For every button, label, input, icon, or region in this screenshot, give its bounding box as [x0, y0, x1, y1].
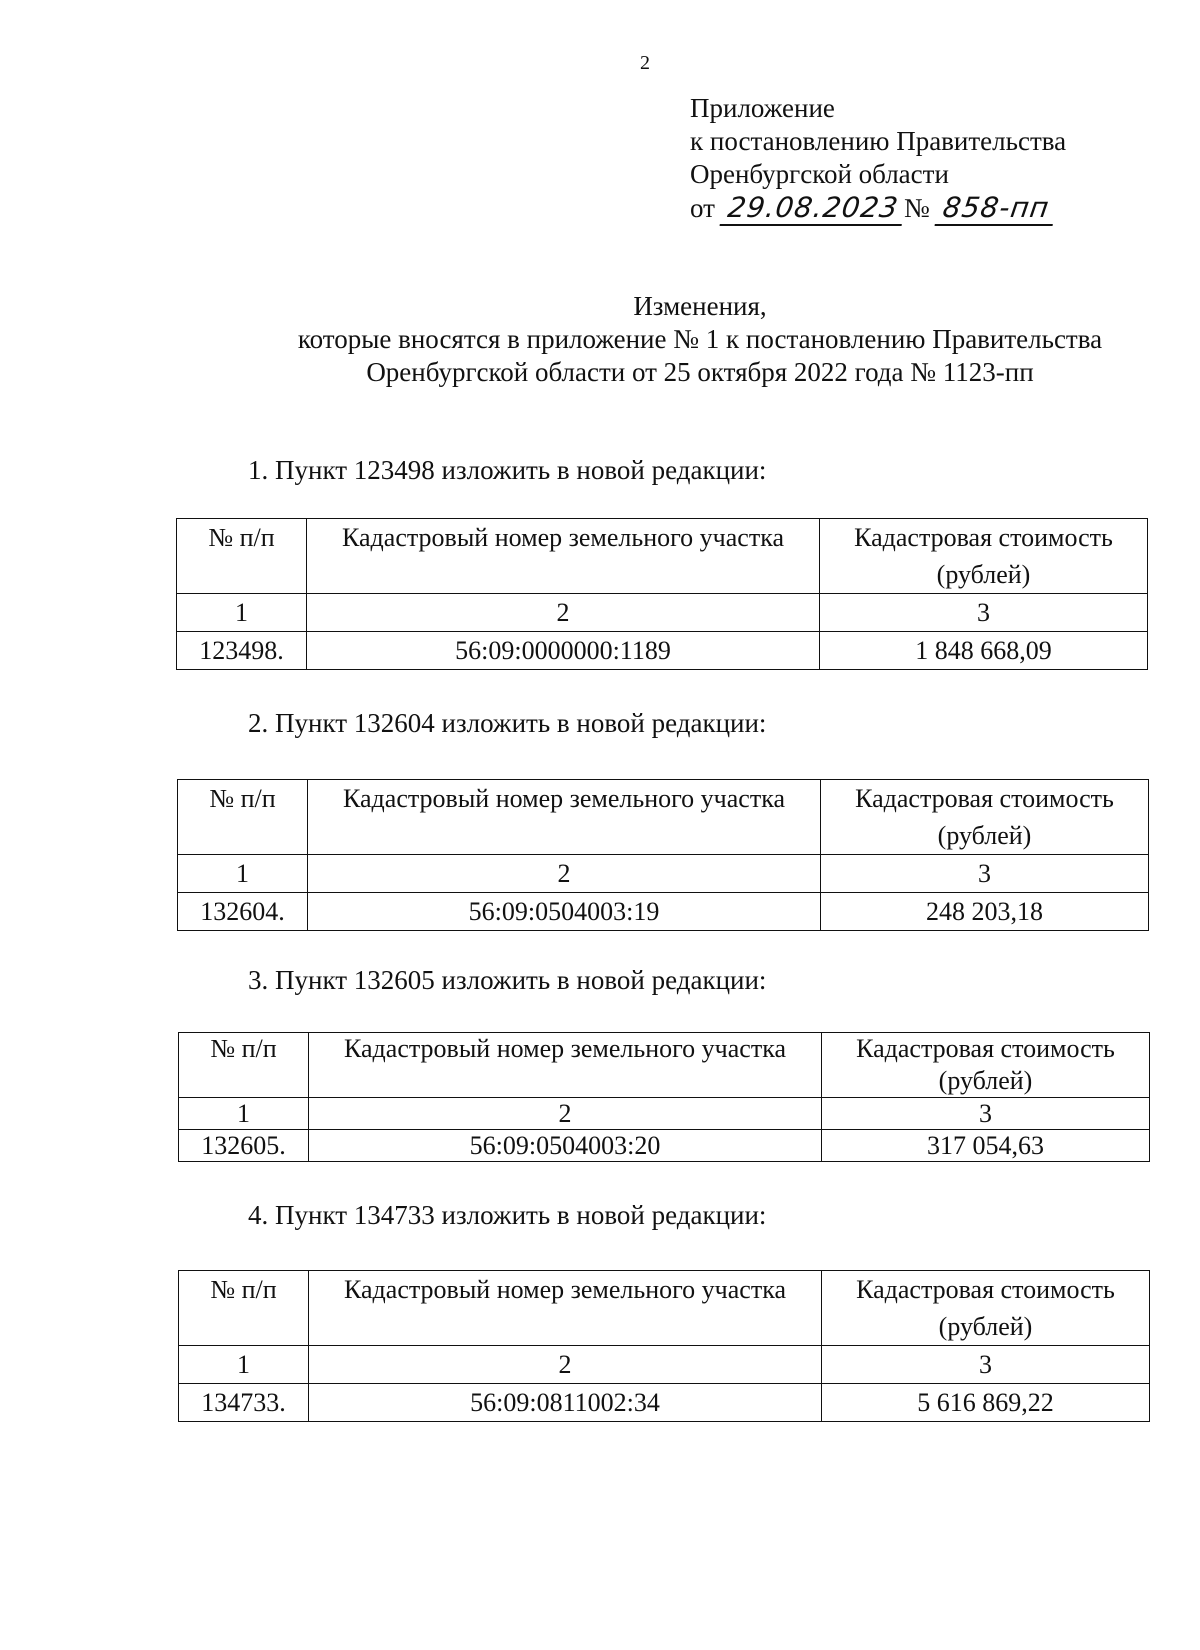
cadastral-number: 56:09:0811002:34 [309, 1384, 822, 1422]
cadastral-value: 317 054,63 [822, 1130, 1150, 1162]
appendix-date-line [690, 191, 1066, 226]
cadastral-value: 5 616 869,22 [822, 1384, 1150, 1422]
column-index: 1 [177, 594, 307, 632]
cadastral-number: 56:09:0000000:1189 [307, 632, 820, 670]
item-number: 132605. [179, 1130, 309, 1162]
cadastral-value: 1 848 668,09 [820, 632, 1148, 670]
header-value: Кадастровая стоимость (рублей) [821, 780, 1149, 855]
header-cadastral: Кадастровый номер земельного участка [309, 1271, 822, 1346]
table-row [177, 632, 1148, 670]
cadastral-number: 56:09:0504003:20 [309, 1130, 822, 1162]
column-index: 1 [178, 855, 308, 893]
header-number: № п/п [178, 780, 308, 855]
column-number-row [178, 855, 1149, 893]
date-prefix: от [690, 193, 715, 223]
header-number: № п/п [179, 1271, 309, 1346]
cadastral-number: 56:09:0504003:19 [308, 893, 821, 931]
handwritten-number: 858-пп [934, 191, 1057, 226]
appendix-block [690, 92, 1066, 226]
column-index: 2 [309, 1098, 822, 1130]
header-cadastral: Кадастровый номер земельного участка [307, 519, 820, 594]
column-index: 2 [307, 594, 820, 632]
section-title: 2. Пункт 132604 изложить в новой редакции: [248, 708, 767, 738]
table-header-row [179, 1271, 1150, 1346]
column-number-row [179, 1346, 1150, 1384]
section-title: 3. Пункт 132605 изложить в новой редакции: [248, 965, 767, 995]
column-index: 3 [822, 1098, 1150, 1130]
column-number-row [177, 594, 1148, 632]
section-title: 4. Пункт 134733 изложить в новой редакции: [248, 1200, 767, 1230]
heading-reference: Оренбургской области от 25 октября 2022 года № 1123-пп [366, 357, 1034, 387]
page-number: 2 [640, 52, 650, 74]
column-index: 1 [179, 1346, 309, 1384]
section-title: 1. Пункт 123498 изложить в новой редакции: [248, 455, 767, 485]
header-number: № п/п [179, 1033, 309, 1098]
header-cadastral: Кадастровый номер земельного участка [308, 780, 821, 855]
appendix-region: Оренбургской области [690, 159, 949, 189]
table-header-row [178, 780, 1149, 855]
cadastral-value: 248 203,18 [821, 893, 1149, 931]
heading-title: Изменения, [633, 291, 767, 321]
table-row [178, 893, 1149, 931]
appendix-resolution: к постановлению Правительства [690, 126, 1067, 156]
handwritten-date: 29.08.2023 [719, 191, 906, 226]
column-index: 3 [821, 855, 1149, 893]
table-header-row [179, 1033, 1150, 1098]
document-heading [200, 290, 1200, 389]
header-cadastral: Кадастровый номер земельного участка [309, 1033, 822, 1098]
item-number: 132604. [178, 893, 308, 931]
cadastral-table [177, 779, 1149, 931]
table-row [179, 1130, 1150, 1162]
column-index: 2 [308, 855, 821, 893]
item-number: 123498. [177, 632, 307, 670]
item-number: 134733. [179, 1384, 309, 1422]
appendix-title: Приложение [690, 93, 835, 123]
heading-subtitle: которые вносятся в приложение № 1 к постановлению Правительства [297, 324, 1103, 354]
number-prefix: № [904, 193, 930, 223]
table-header-row [177, 519, 1148, 594]
table-row [179, 1384, 1150, 1422]
cadastral-table [178, 1032, 1150, 1162]
column-index: 3 [822, 1346, 1150, 1384]
column-index: 1 [179, 1098, 309, 1130]
cadastral-table [178, 1270, 1150, 1422]
column-index: 2 [309, 1346, 822, 1384]
header-value: Кадастровая стоимость (рублей) [822, 1033, 1150, 1098]
header-value: Кадастровая стоимость (рублей) [822, 1271, 1150, 1346]
cadastral-table [176, 518, 1148, 670]
column-number-row [179, 1098, 1150, 1130]
column-index: 3 [820, 594, 1148, 632]
header-number: № п/п [177, 519, 307, 594]
header-value: Кадастровая стоимость (рублей) [820, 519, 1148, 594]
